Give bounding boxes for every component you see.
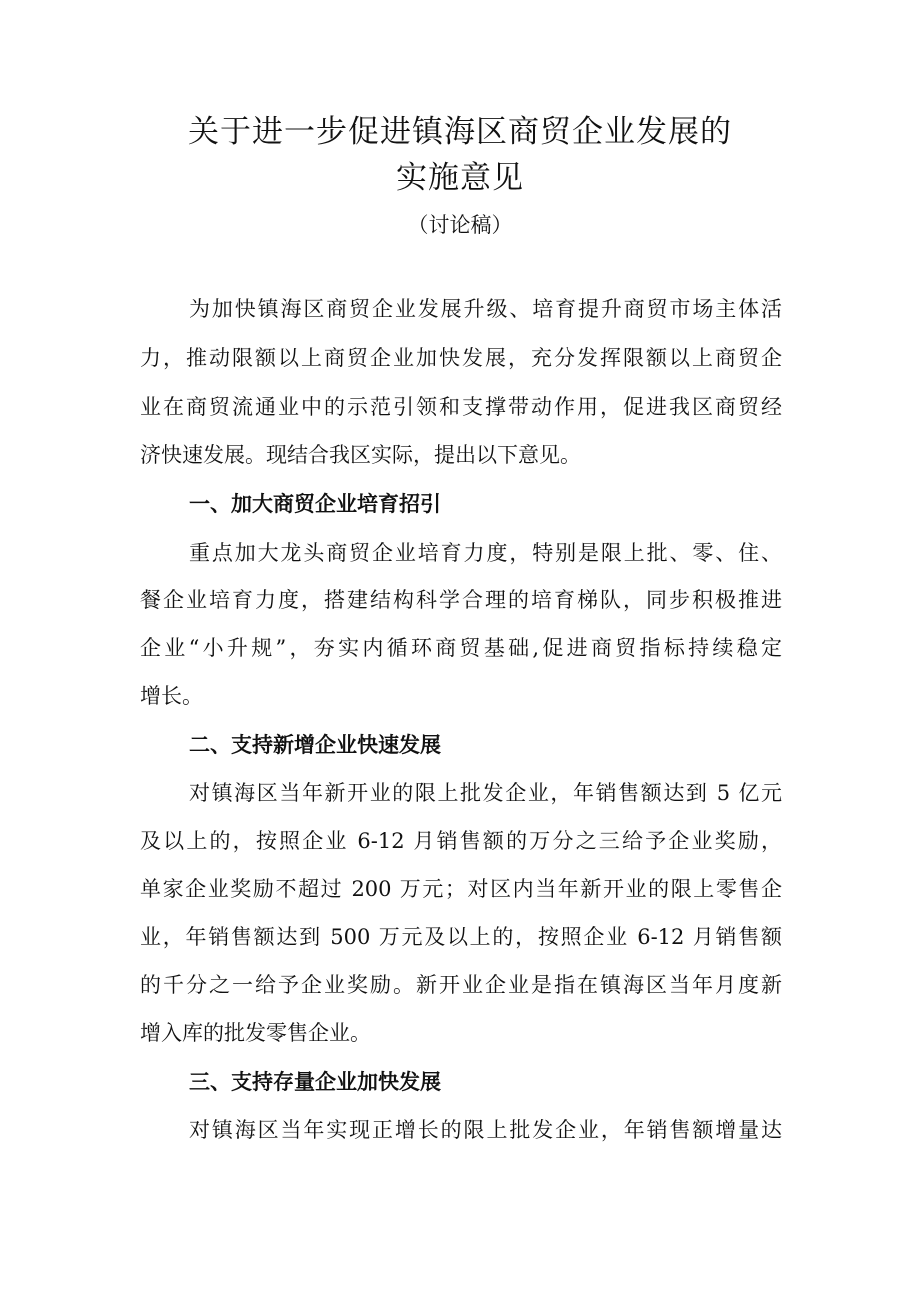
section-1-line: 重点加大龙头商贸企业培育力度，特别是限上批、零、住、 xyxy=(189,541,782,565)
section-2-line: 的千分之一给予企业奖励。新开业企业是指在镇海区当年月度新 xyxy=(140,973,782,997)
section-2-line: 增入库的批发零售企业。 xyxy=(140,1021,371,1045)
document-title-line-2: 实施意见 xyxy=(396,160,524,196)
intro-line: 力，推动限额以上商贸企业加快发展，充分发挥限额以上商贸企 xyxy=(140,346,782,370)
section-1-line: 增长。 xyxy=(140,684,203,708)
section-1-line: 企业“小升规”，夯实内循环商贸基础,促进商贸指标持续稳定 xyxy=(140,636,782,660)
section-2-line: 及以上的，按照企业 6-12 月销售额的万分之三给予企业奖励， xyxy=(140,829,782,853)
section-3-line: 对镇海区当年实现正增长的限上批发企业，年销售额增量达 xyxy=(189,1118,782,1142)
section-3-heading: 三、支持存量企业加快发展 xyxy=(189,1070,441,1094)
section-1-heading: 一、加大商贸企业培育招引 xyxy=(189,492,441,516)
document-subtitle: （讨论稿） xyxy=(407,213,513,237)
section-2-line: 业，年销售额达到 500 万元及以上的，按照企业 6-12 月销售额 xyxy=(140,925,782,949)
intro-line: 业在商贸流通业中的示范引领和支撑带动作用，促进我区商贸经 xyxy=(140,395,782,419)
document-title-line-1: 关于进一步促进镇海区商贸企业发展的 xyxy=(188,114,732,150)
intro-line: 济快速发展。现结合我区实际，提出以下意见。 xyxy=(140,443,581,467)
section-2-heading: 二、支持新增企业快速发展 xyxy=(189,733,441,757)
intro-line: 为加快镇海区商贸企业发展升级、培育提升商贸市场主体活 xyxy=(189,297,782,321)
section-2-line: 单家企业奖励不超过 200 万元；对区内当年新开业的限上零售企 xyxy=(140,877,782,901)
section-2-line: 对镇海区当年新开业的限上批发企业，年销售额达到 5 亿元 xyxy=(189,781,782,805)
section-1-line: 餐企业培育力度，搭建结构科学合理的培育梯队，同步积极推进 xyxy=(140,588,782,612)
